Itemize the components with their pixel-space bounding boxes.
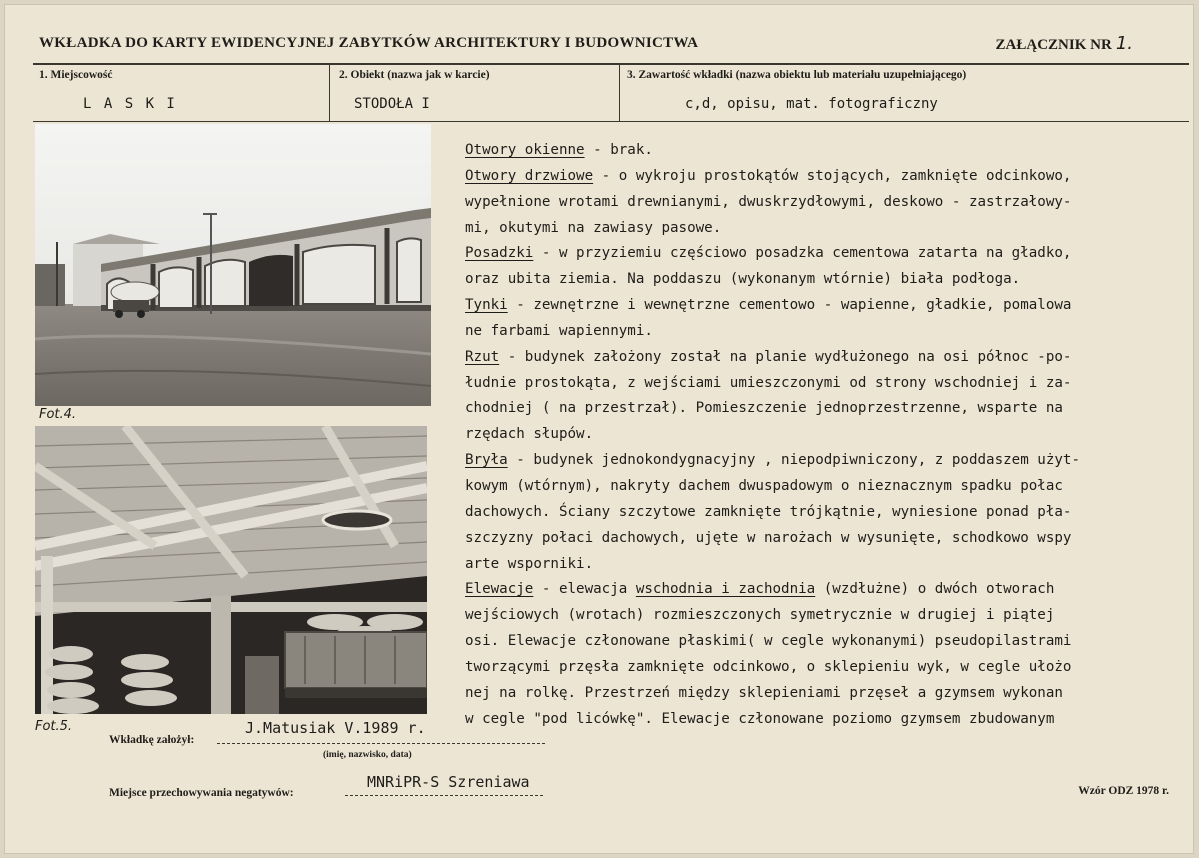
description-segment: oraz ubita ziemia. Na poddaszu (wykonanym wtórnie) biała podłoga.: [465, 271, 1021, 288]
description-segment: osi. Elewacje członowane płaskimi( w cegle wykonanymi) pseudopilastrami: [465, 633, 1072, 650]
description-line: [465, 577, 1183, 603]
section-heading: Otwory okienne: [465, 142, 585, 158]
description-line: [465, 655, 1183, 681]
description-line: [465, 603, 1183, 629]
description-segment: rzędach słupów.: [465, 426, 594, 443]
author-underline: [217, 743, 545, 744]
description-segment: - brak.: [584, 142, 653, 158]
description-line: [465, 474, 1183, 500]
storage-value: MNRiPR-S Szreniawa: [367, 773, 530, 791]
photo-barn-interior: [35, 426, 427, 714]
storage-label: Miejsce przechowywania negatywów:: [109, 787, 294, 799]
description-segment: arte wsporniki.: [465, 555, 594, 572]
description-segment: wejściowych (wrotach) rozmieszczonych symetrycznie w drugiej i piątej: [465, 607, 1055, 624]
header-rule: [33, 63, 1189, 65]
description-segment: - elewacja: [533, 581, 636, 598]
description-line: [465, 681, 1183, 707]
card-title: WKŁADKA DO KARTY EWIDENCYJNEJ ZABYTKÓW ARCHITEKTURY I BUDOWNICTWA: [39, 35, 699, 51]
description-line: [465, 448, 1183, 474]
object-value: STODOŁA I: [354, 96, 430, 112]
contents-label: 3. Zawartość wkładki (nazwa obiektu lub materiału uzupełniającego): [627, 69, 967, 81]
field-divider-2: [619, 65, 620, 121]
description-line: [465, 164, 1183, 190]
description-segment: wypełnione wrotami drewnianymi, dwuskrzydłowymi, deskowo - zastrzałowy-: [465, 193, 1072, 210]
locality-label: 1. Miejscowość: [39, 69, 113, 81]
description-line: [465, 371, 1183, 397]
description-segment: w cegle "pod licówkę". Elewacje członowane poziomo gzymsem zbudowanym: [465, 710, 1055, 727]
description-line: [465, 319, 1183, 345]
description-line: [465, 707, 1183, 733]
fields-rule: [33, 121, 1189, 122]
description-segment: szczyzny połaci dachowych, ujęte w narożach w wysunięte, schodkowo wspy: [465, 529, 1072, 546]
annex-number-value: 1.: [1115, 33, 1133, 54]
contents-value: c,d, opisu, mat. fotograficzny: [685, 96, 938, 112]
description-line: [465, 241, 1183, 267]
photo-barn-exterior: [35, 124, 431, 406]
photo2-caption: Fot.5.: [35, 719, 73, 734]
object-label: 2. Obiekt (nazwa jak w karcie): [339, 69, 490, 81]
section-heading: Posadzki: [465, 245, 534, 262]
description-text: [465, 138, 1183, 732]
description-segment: - budynek jednokondygnacyjny , niepodpiwniczony, z poddaszem użyt-: [507, 452, 1081, 469]
description-segment: ne farbami wapiennymi.: [465, 322, 653, 339]
description-line: [465, 629, 1183, 655]
description-segment: - zewnętrzne i wewnętrzne cementowo - wapienne, gładkie, pomalowa: [507, 297, 1072, 314]
photo1-caption: Fot.4.: [39, 407, 77, 422]
author-label: Wkładkę założył:: [109, 734, 195, 746]
section-heading: Otwory drzwiowe: [465, 167, 594, 184]
storage-underline: [345, 795, 543, 796]
description-segment: mi, okutymi na zawiasy pasowe.: [465, 219, 722, 236]
section-heading: Rzut: [465, 348, 500, 365]
description-segment: - w przyziemiu częściowo posadzka cementowa zatarta na gładko,: [533, 245, 1072, 262]
description-line: [465, 293, 1183, 319]
description-line: [465, 552, 1183, 578]
section-heading: Elewacje: [465, 581, 534, 598]
locality-value: L A S K I: [83, 96, 177, 112]
description-segment: tworzącymi przęsła zamknięte odcinkowo, o sklepieniu wyk, w cegle ułożo: [465, 658, 1072, 675]
form-note: Wzór ODZ 1978 r.: [1078, 785, 1169, 797]
description-line: [465, 422, 1183, 448]
description-line: [465, 396, 1183, 422]
description-line: [465, 500, 1183, 526]
description-segment: łudnie prostokąta, z wejściami umieszczonymi od strony wschodniej i za-: [465, 374, 1072, 391]
description-line: [465, 267, 1183, 293]
author-value: J.Matusiak V.1989 r.: [245, 719, 426, 737]
section-heading: wschodnia i zachodnia: [635, 581, 816, 598]
description-segment: - o wykroju prostokątów stojących, zamknięte odcinkowo,: [593, 167, 1072, 184]
section-heading: Tynki: [465, 297, 508, 314]
description-line: [465, 216, 1183, 242]
description-segment: (wzdłużne) o dwóch otworach: [815, 581, 1055, 598]
description-line: [465, 345, 1183, 371]
annex-label: ZAŁĄCZNIK NR: [995, 37, 1112, 53]
field-divider-1: [329, 65, 330, 121]
description-segment: kowym (wtórnym), nakryty dachem dwuspadowym o nieznacznym spadku połac: [465, 477, 1063, 494]
description-line: [465, 190, 1183, 216]
description-line: [465, 138, 1183, 164]
description-segment: nej na rolkę. Przestrzeń między sklepieniami przęseł a gzymsem wykonan: [465, 684, 1063, 701]
description-segment: - budynek założony został na planie wydłużonego na osi północ -po-: [499, 348, 1072, 365]
description-segment: chodniej ( na przestrzał). Pomieszczenie jednoprzestrzenne, wsparte na: [465, 400, 1063, 417]
section-heading: Bryła: [465, 452, 508, 469]
description-segment: dachowych. Ściany szczytowe zamknięte trójkątnie, wyniesione ponad pła-: [465, 503, 1072, 520]
inventory-card: [4, 4, 1194, 854]
annex-number: [996, 33, 1133, 54]
author-hint: (imię, nazwisko, data): [323, 750, 412, 760]
description-line: [465, 526, 1183, 552]
